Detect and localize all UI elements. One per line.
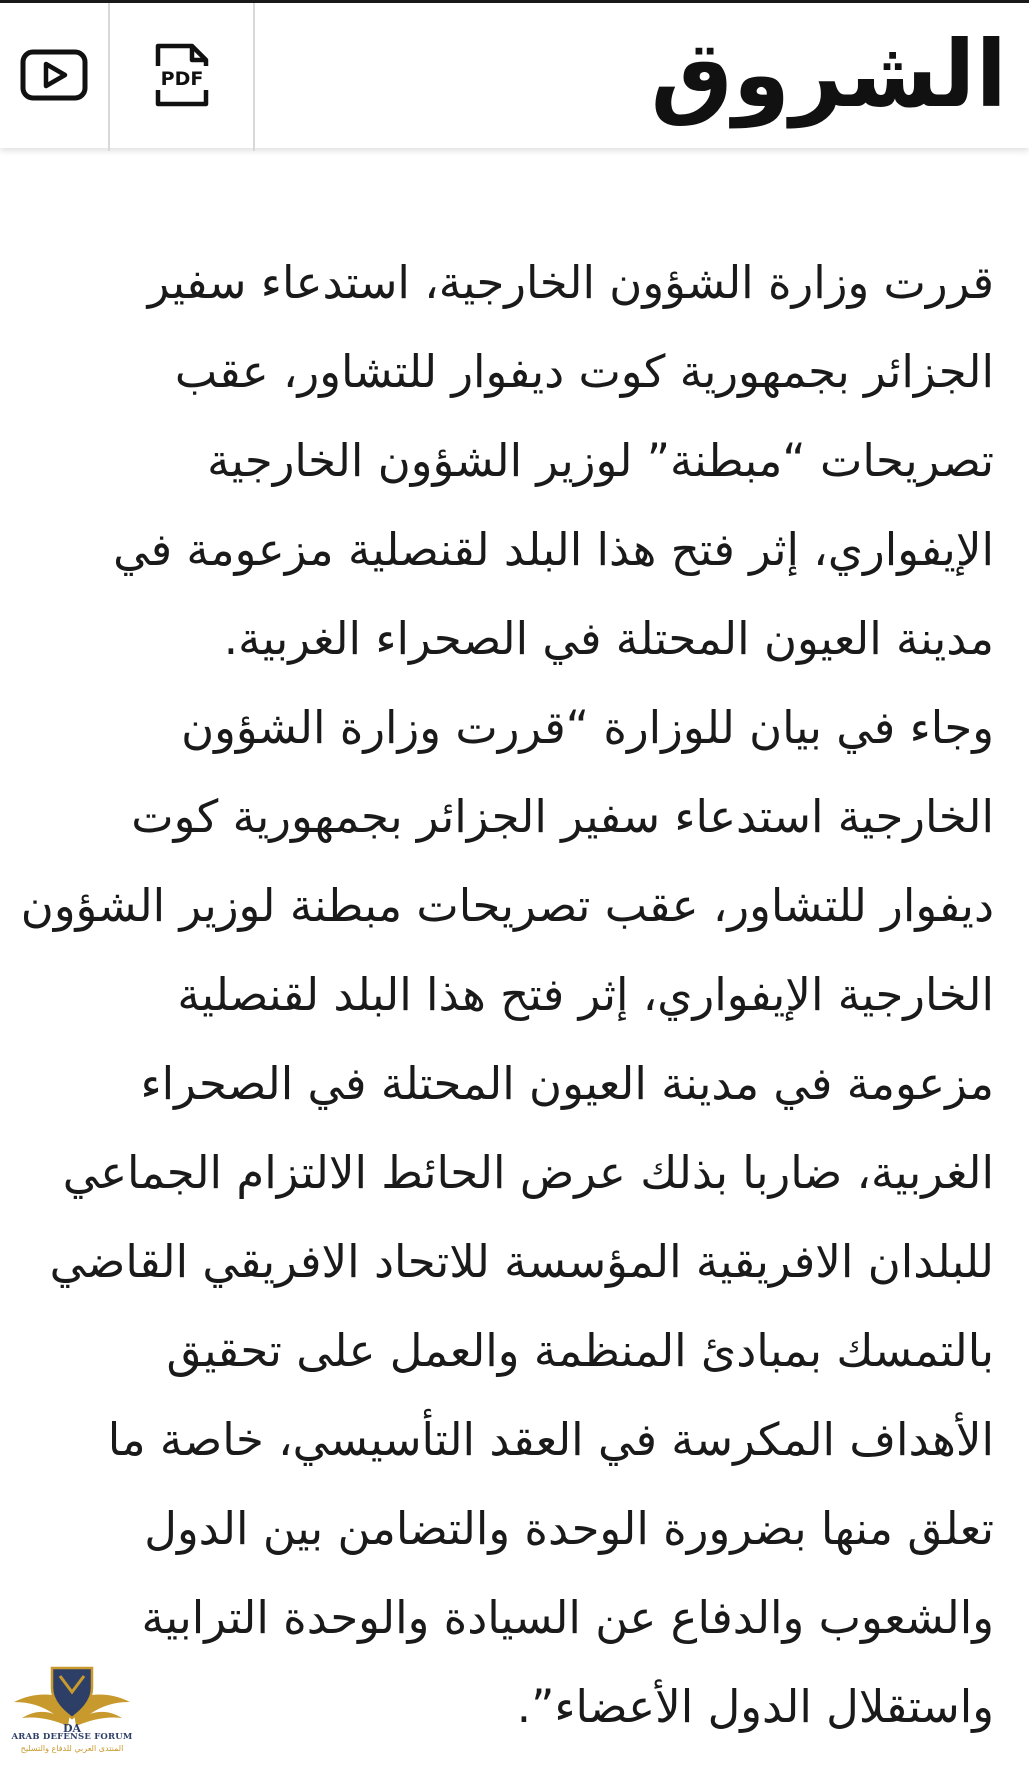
header-divider — [253, 3, 255, 151]
video-button[interactable] — [0, 3, 108, 151]
article-body — [20, 238, 994, 1751]
watermark-subtitle: المنتدى العربي للدفاع والتسليح — [20, 1744, 124, 1753]
pdf-label: PDF — [160, 68, 203, 90]
site-logo[interactable]: الشروق — [650, 21, 1007, 128]
forum-watermark — [8, 1662, 136, 1762]
play-video-icon — [20, 49, 88, 105]
watermark-emblem-icon — [8, 1662, 136, 1734]
watermark-title: ARAB DEFENSE FORUM — [11, 1732, 133, 1742]
pdf-document-icon — [152, 42, 212, 112]
svg-text:DA: DA — [62, 1722, 82, 1734]
top-header-bar — [0, 0, 1029, 148]
pdf-button[interactable] — [110, 3, 253, 151]
article-paragraph: وجاء في بيان للوزارة “قررت وزارة الشؤون الخارجية استدعاء سفير الجزائر بجمهورية كوت ديفوار للتشاور، عقب تصريحات مبطنة لوزير الشؤون الخارجية الإيفواري، إثر فتح هذا البلد لقنصلية مزعومة في مدينة العيون المحتلة في الصحراء الغربية، ضاربا بذلك عرض الحائط الالتزام الجماعي للبلدان الافريقية المؤسسة للاتحاد الافريقي القاضي بالتمسك بمبادئ المنظمة والعمل على تحقيق الأهداف المكرسة في العقد التأسيسي، خاصة ما تعلق منها بضرورة الوحدة والتضامن بين الدول والشعوب والدفاع عن السيادة والوحدة الترابية واستقلال الدول الأعضاء”. — [20, 701, 994, 1733]
article-paragraph: قررت وزارة الشؤون الخارجية، استدعاء سفير الجزائر بجمهورية كوت ديفوار للتشاور، عقب تصريحات “مبطنة” لوزير الشؤون الخارجية الإيفواري، إثر فتح هذا البلد لقنصلية مزعومة في مدينة العيون المحتلة في الصحراء الغربية. — [113, 256, 994, 665]
